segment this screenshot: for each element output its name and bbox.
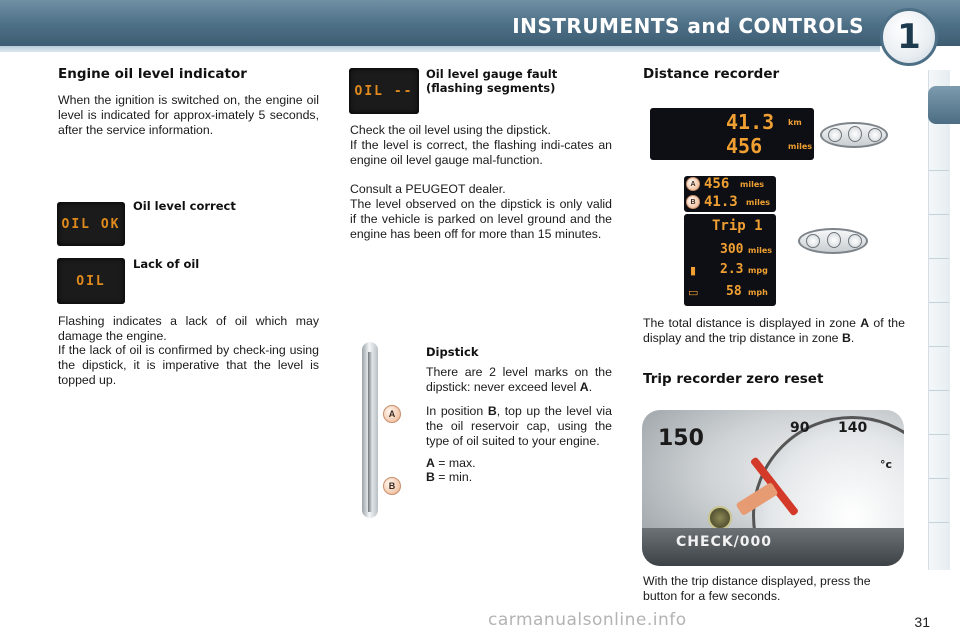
dipstick-shaft: [368, 352, 372, 512]
dipstick-validity-text: The level observed on the dipstick is only valid if the vehicle is parked on level ground and the engine has been off for more than 15 minutes.: [350, 197, 612, 241]
rail-divider: [929, 346, 949, 347]
trip-speed: 58: [726, 284, 742, 299]
engine-oil-heading: Engine oil level indicator: [58, 66, 247, 82]
watermark: carmanualsonline.info: [488, 610, 687, 630]
dial-icon: [828, 128, 842, 142]
rail-divider: [929, 214, 949, 215]
chapter-number-badge: 1: [880, 8, 938, 66]
dial-icon: [848, 126, 862, 142]
trip-reset-button[interactable]: [708, 506, 732, 530]
rail-divider: [929, 522, 949, 523]
engine-oil-intro: When the ignition is switched on, the engine oil level is indicated for approx-imately 5 seconds, after the service information.: [58, 93, 319, 137]
dipstick-marker-a: A: [383, 405, 401, 423]
trip-computer-display: [684, 214, 776, 306]
dial-icon: [827, 232, 841, 248]
car-icon: ▭: [688, 286, 699, 299]
lcd-top-value: 41.3: [726, 110, 775, 134]
page-number: 31: [914, 614, 930, 630]
active-chapter-tab[interactable]: [928, 86, 960, 124]
lcd-bottom-value: 456: [726, 134, 763, 158]
temperature-unit: °c: [880, 458, 893, 471]
rail-divider: [929, 434, 949, 435]
rail-divider: [929, 258, 949, 259]
odometer-lcd: [650, 108, 814, 160]
gauge-number-140: 140: [838, 420, 868, 436]
trip-reset-heading: Trip recorder zero reset: [643, 371, 824, 387]
oil-gauge-fault-display: OIL --: [349, 68, 419, 114]
dipstick-min: B = min.: [426, 470, 473, 484]
dipstick-level-text: There are 2 level marks on the dipstick: never exceed level A.: [426, 365, 612, 394]
lack-of-oil-display: OIL: [57, 258, 125, 304]
header-underline: [0, 46, 880, 52]
rail-divider: [929, 478, 949, 479]
page-header: [0, 0, 960, 62]
dipstick-topup-text: In position B, top up the level via the oil reservoir cap, using the type of oil suited to your engine.: [426, 404, 612, 448]
dial-icon: [868, 128, 882, 142]
zone-ab-display: [684, 176, 776, 212]
lack-of-oil-label: Lack of oil: [133, 257, 200, 271]
lack-confirmed-text: If the lack of oil is confirmed by check-ing using the dipstick, it is imperative that the level is topped up.: [58, 343, 319, 387]
gauge-fault-heading: Oil level gauge fault (flashing segments): [426, 67, 558, 95]
consult-dealer-text: Consult a PEUGEOT dealer.: [350, 182, 506, 196]
flashing-text: Flashing indicates a lack of oil which may damage the engine.: [58, 314, 319, 343]
check-dipstick-text: Check the oil level using the dipstick.: [350, 123, 551, 137]
trip-consumption: 2.3: [720, 262, 744, 277]
lcd-top-unit: km: [788, 118, 802, 127]
oil-correct-label: Oil level correct: [133, 199, 236, 213]
zone-b-value: 41.3: [704, 194, 738, 210]
zone-a-value: 456: [704, 176, 730, 192]
rail-divider: [929, 170, 949, 171]
dipstick-heading: Dipstick: [426, 345, 479, 359]
trip-speed-unit: mph: [748, 288, 768, 297]
zone-a-marker: A: [686, 177, 700, 191]
rail-divider: [929, 390, 949, 391]
gauge-number-90: 90: [790, 420, 810, 436]
dial-icon: [848, 234, 862, 248]
dial-icon: [806, 234, 820, 248]
instrument-cluster-icon: [820, 122, 888, 148]
fuel-pump-icon: ▮: [690, 264, 697, 277]
gauge-malfunction-text: If the level is correct, the flashing indi-cates an engine oil level gauge mal-function.: [350, 138, 612, 167]
rail-divider: [929, 302, 949, 303]
zone-b-marker: B: [686, 195, 700, 209]
zone-b-unit: miles: [746, 198, 771, 207]
zone-description: The total distance is displayed in zone A of the display and the trip distance in zone B.: [643, 316, 905, 345]
trip-distance-unit: miles: [748, 246, 773, 255]
gauge-number-150: 150: [658, 426, 704, 451]
dipstick-marker-b: B: [383, 477, 401, 495]
zone-a-unit: miles: [740, 180, 765, 189]
oil-ok-display: OIL OK: [57, 202, 125, 246]
trip-distance: 300: [720, 242, 744, 257]
check-button-label: CHECK/000: [676, 534, 773, 550]
distance-recorder-heading: Distance recorder: [643, 66, 780, 82]
section-title: INSTRUMENTS and CONTROLS: [512, 14, 864, 38]
dipstick-max: A = max.: [426, 456, 476, 470]
trip-reset-instruction: With the trip distance displayed, press the button for a few seconds.: [643, 574, 871, 603]
lcd-bottom-unit: miles: [788, 142, 813, 151]
trip-consumption-unit: mpg: [748, 266, 768, 275]
chapter-tab-rail: [928, 70, 950, 570]
speedometer-photo: [642, 410, 904, 566]
instrument-cluster-icon: [798, 228, 868, 254]
trip-title: Trip 1: [712, 218, 763, 234]
